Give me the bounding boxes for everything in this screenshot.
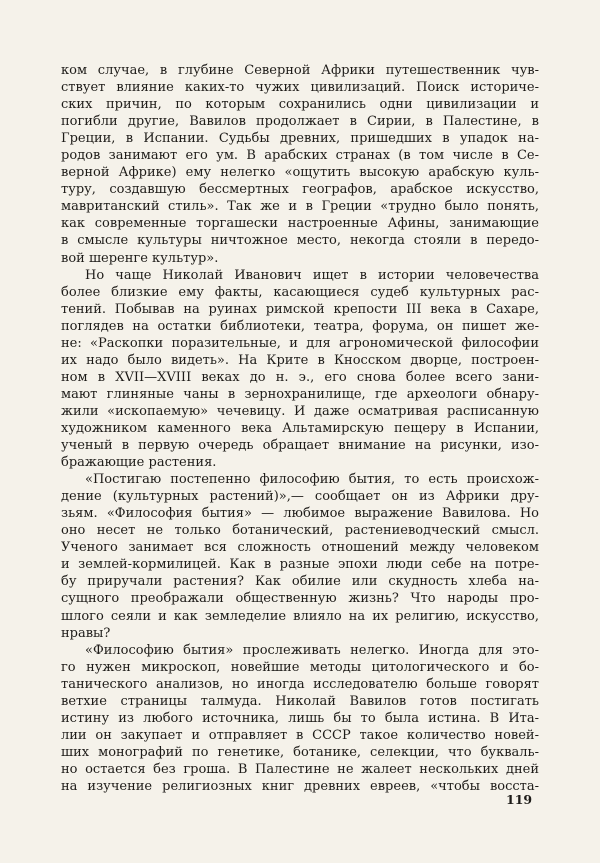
text-line: на изучение религиозных книг древних евреев, «чтобы восста-	[61, 778, 539, 794]
text-line: туру, создавшую бессмертных географов, арабское искусство,	[61, 182, 539, 198]
text-line: бражающие растения.	[61, 455, 217, 471]
text-line: как современные торгашески настроенные Афины, занимающие	[61, 216, 539, 232]
text-line: нравы?	[61, 625, 111, 641]
text-line: но остается без гроша. В Палестине не жалеет нескольких дней	[61, 761, 539, 777]
text-line: их надо было видеть». На Крите в Кносском дворце, построен-	[61, 352, 539, 368]
paragraph	[61, 471, 539, 641]
text-line: шлого сеяли и как земледелие влияло на их религию, искусство,	[61, 608, 539, 624]
body-text	[61, 62, 539, 795]
text-line: «Философию бытия» прослеживать нелегко. Иногда для это-	[85, 642, 539, 658]
text-line: ских причин, по которым сохранились одни цивилизации и	[61, 97, 539, 113]
text-line: го нужен микроскоп, новейшие методы цитологического и бо-	[61, 659, 539, 675]
text-line: и землей-кормилицей. Как в разные эпохи люди себе на потре-	[61, 557, 539, 573]
text-line: жили «ископаемую» чечевицу. И даже осматривая расписанную	[61, 403, 539, 419]
text-line: «Постигаю постепенно философию бытия, то есть происхож-	[85, 472, 539, 488]
text-line: истину из любого источника, лишь бы то была истина. В Ита-	[61, 710, 539, 726]
text-line: погибли другие, Вавилов продолжает в Сирии, в Палестине, в	[61, 114, 539, 130]
text-line: оно несет не только ботанический, растениеводческий смысл.	[61, 523, 539, 539]
text-line: ствует влияние каких-то чужих цивилизаций. Поиск историче-	[61, 80, 539, 96]
paragraph	[61, 267, 539, 472]
text-line: мавританский стиль». Так же и в Греции «трудно было понять,	[61, 199, 539, 215]
text-line: ветхие страницы талмуда. Николай Вавилов готов постигать	[61, 693, 539, 709]
text-line: танического анализов, но иногда исследователю больше говорят	[61, 676, 539, 692]
text-line: верной Африке) ему нелегко «ощутить высокую арабскую куль-	[61, 165, 539, 181]
paragraph	[61, 62, 539, 267]
text-line: мают глиняные чаны в зернохранилище, где археологи обнару-	[61, 386, 539, 402]
text-line: Греции, в Испании. Судьбы древних, пришедших в упадок на-	[61, 131, 539, 147]
text-line: поглядев на остатки библиотеки, театра, форума, он пишет же-	[61, 318, 539, 334]
text-line: сущного преображали общественную жизнь? Что народы про-	[61, 591, 539, 607]
paragraph	[61, 642, 539, 795]
text-line: бу приручали растения? Как обилие или скудность хлеба на-	[61, 574, 539, 590]
text-line: лии он закупает и отправляет в СССР такое количество новей-	[61, 727, 539, 743]
text-line: ком случае, в глубине Северной Африки путешественник чув-	[61, 63, 539, 78]
text-line: художником каменного века Альтамирскую пещеру в Испании,	[61, 420, 539, 436]
text-line: вой шеренге культур».	[61, 250, 219, 266]
text-line: Но чаще Николай Иванович ищет в истории человечества	[85, 267, 539, 283]
text-line: ших монографий по генетике, ботанике, селекции, что букваль-	[61, 744, 539, 760]
text-line: в смысле культуры ничтожное место, некогда стояли в передо-	[61, 233, 539, 249]
text-line: ученый в первую очередь обращает внимание на рисунки, изо-	[61, 438, 539, 454]
text-line: Ученого занимает вся сложность отношений между человеком	[61, 540, 539, 556]
text-line: тений. Побывав на руинах римской крепости III века в Сахаре,	[61, 301, 539, 317]
text-line: ном в XVII—XVIII веках до н. э., его снова более всего зани-	[61, 369, 539, 385]
text-line: зьям. «Философия бытия» — любимое выражение Вавилова. Но	[61, 506, 539, 522]
page-number: 119	[506, 792, 533, 807]
text-line: родов занимают его ум. В арабских странах (в том числе в Се-	[61, 148, 539, 164]
text-line: не: «Раскопки поразительные, и для агрономической философии	[61, 335, 539, 351]
text-line: дение (культурных растений)»,— сообщает он из Африки дру-	[61, 489, 539, 505]
text-line: более близкие ему факты, касающиеся судеб культурных рас-	[61, 284, 539, 300]
